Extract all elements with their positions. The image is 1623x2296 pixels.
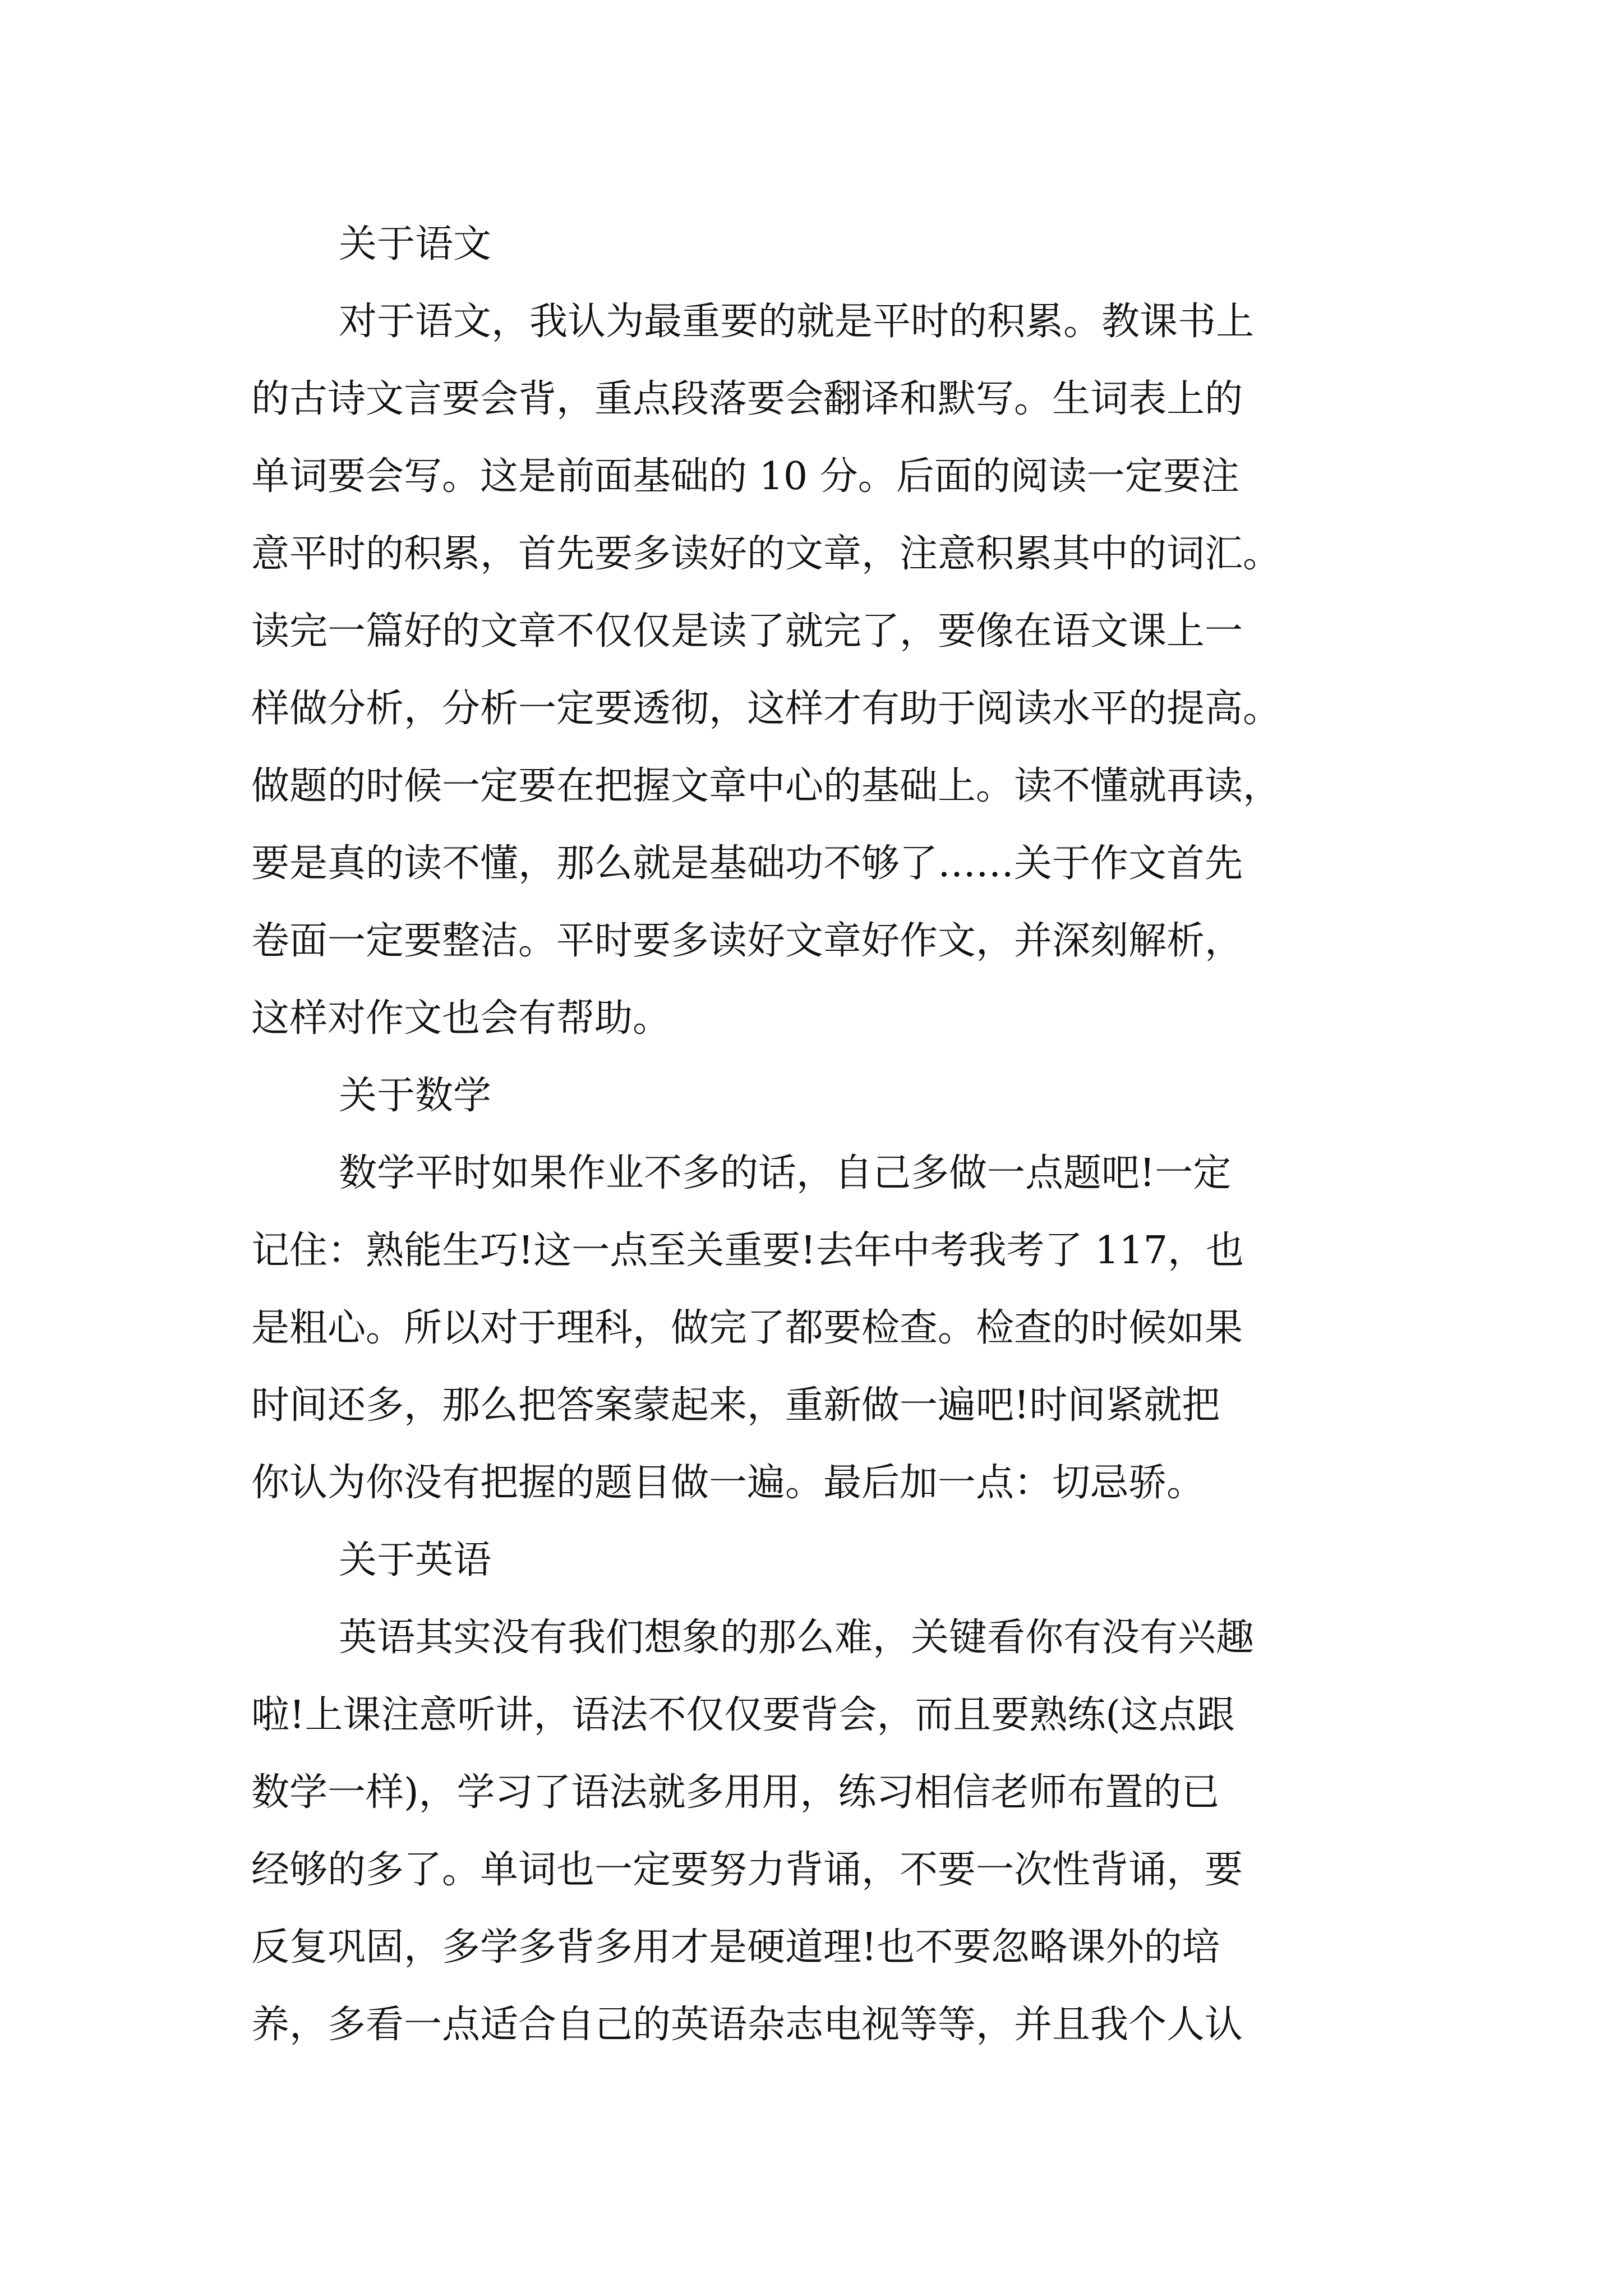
paragraph-line: 要是真的读不懂，那么就是基础功不够了……关于作文首先 [251, 841, 1243, 886]
paragraph-line: 的古诗文言要会背，重点段落要会翻译和默写。生词表上的 [251, 377, 1243, 421]
paragraph-line: 是粗心。所以对于理科，做完了都要检查。检查的时候如果 [251, 1306, 1243, 1350]
paragraph-line: 英语其实没有我们想象的那么难，关键看你有没有兴趣 [339, 1616, 1255, 1660]
paragraph-line: 卷面一定要整洁。平时要多读好文章好作文，并深刻解析， [251, 919, 1243, 963]
section-heading-chinese: 关于语文 [339, 222, 492, 266]
paragraph-line: 读完一篇好的文章不仅仅是读了就完了，要像在语文课上一 [251, 609, 1243, 654]
paragraph-line: 你认为你没有把握的题目做一遍。最后加一点：切忌骄。 [251, 1461, 1205, 1505]
paragraph-line: 养，多看一点适合自己的英语杂志电视等等，并且我个人认 [251, 2003, 1243, 2047]
paragraph-line: 对于语文，我认为最重要的就是平时的积累。教课书上 [339, 300, 1255, 344]
section-heading-english: 关于英语 [339, 1538, 492, 1582]
paragraph-line: 啦!上课注意听讲，语法不仅仅要背会，而且要熟练(这点跟 [251, 1693, 1235, 1737]
paragraph-line: 时间还多，那么把答案蒙起来，重新做一遍吧!时间紧就把 [251, 1383, 1220, 1428]
paragraph-line: 意平时的积累，首先要多读好的文章，注意积累其中的词汇。 [251, 532, 1281, 576]
section-heading-math: 关于数学 [339, 1074, 492, 1118]
paragraph-line: 反复巩固，多学多背多用才是硬道理!也不要忽略课外的培 [251, 1925, 1220, 1970]
paragraph-line: 样做分析，分析一定要透彻，这样才有助于阅读水平的提高。 [251, 687, 1281, 731]
paragraph-line: 数学一样)，学习了语法就多用用，练习相信老师布置的已 [251, 1770, 1220, 1815]
paragraph-line: 记住：熟能生巧!这一点至关重要!去年中考我考了 117，也 [251, 1228, 1244, 1273]
paragraph-line: 做题的时候一定要在把握文章中心的基础上。读不懂就再读， [251, 764, 1281, 808]
paragraph-line: 这样对作文也会有帮助。 [251, 996, 671, 1041]
paragraph-line: 数学平时如果作业不多的话，自己多做一点题吧!一定 [339, 1151, 1232, 1195]
paragraph-line: 经够的多了。单词也一定要努力背诵，不要一次性背诵，要 [251, 1848, 1243, 1892]
paragraph-line: 单词要会写。这是前面基础的 10 分。后面的阅读一定要注 [251, 454, 1239, 499]
